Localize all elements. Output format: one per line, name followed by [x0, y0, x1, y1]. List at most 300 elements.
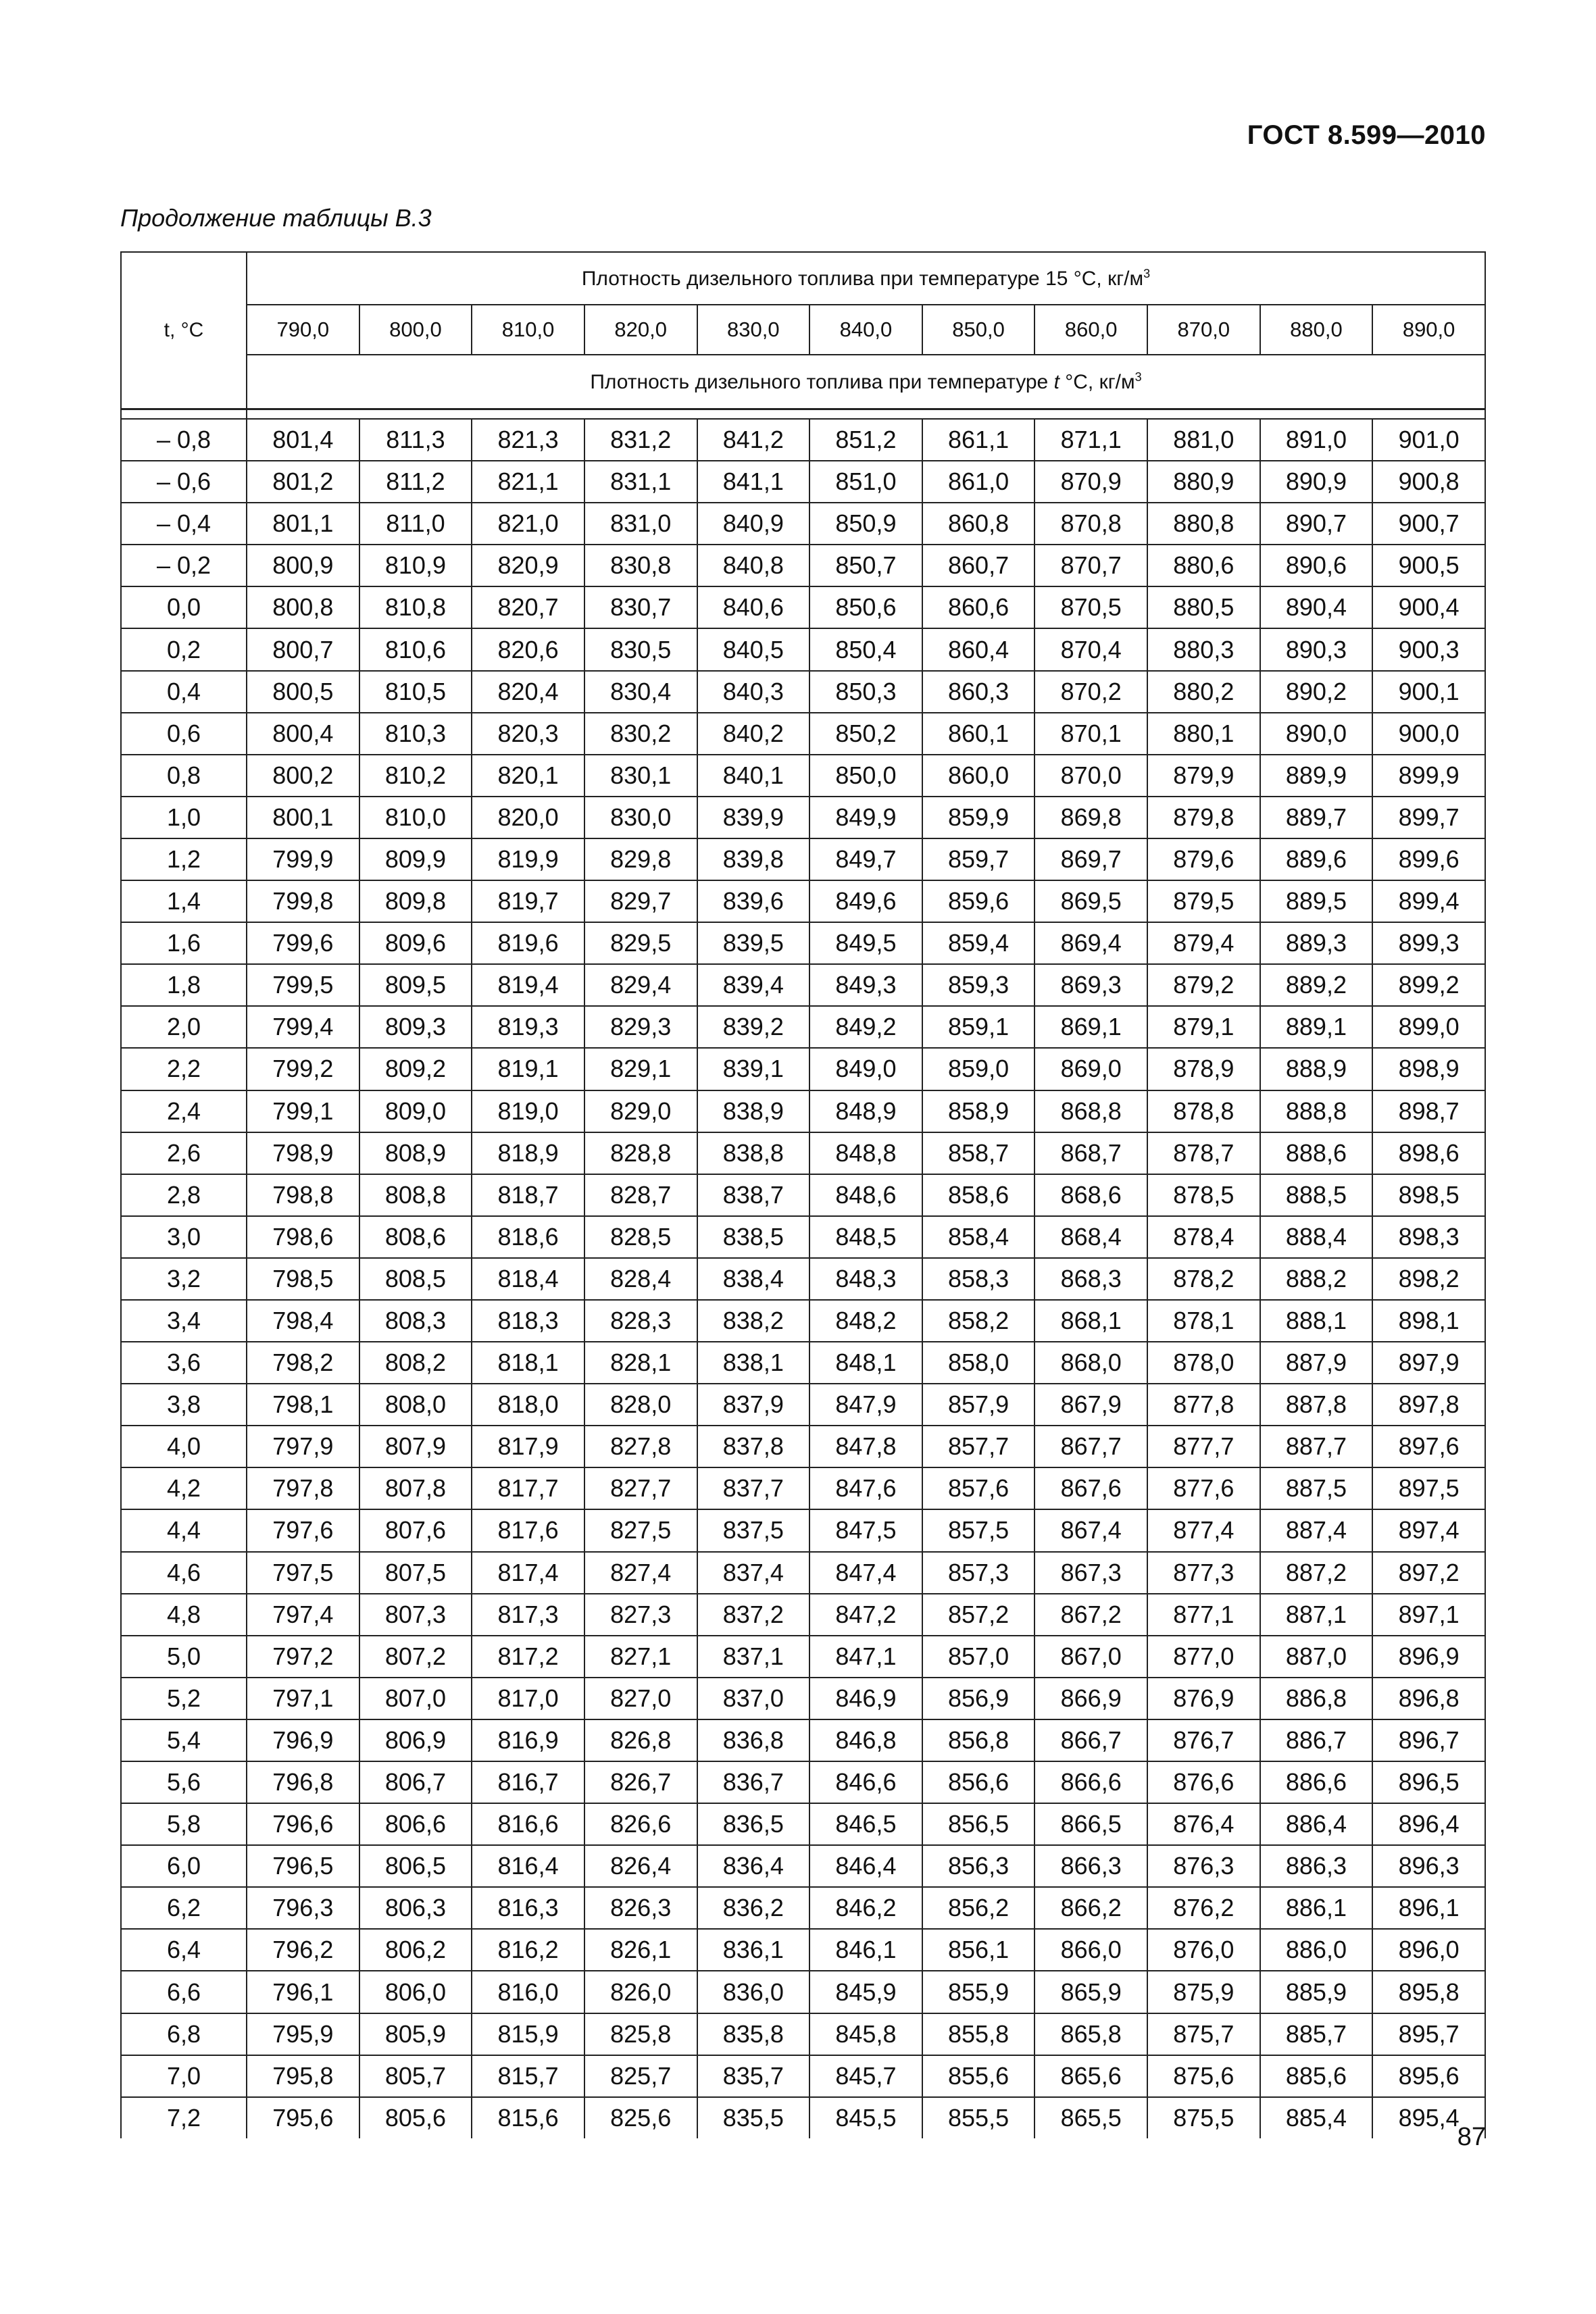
density-cell: 859,3 — [922, 964, 1035, 1006]
density-cell: 826,3 — [584, 1887, 697, 1929]
density-cell: 868,3 — [1034, 1258, 1147, 1300]
corner-label: t, °C — [164, 319, 204, 341]
density-cell: 829,5 — [584, 922, 697, 964]
density-cell: 898,5 — [1372, 1174, 1485, 1216]
density-cell: 877,1 — [1147, 1594, 1260, 1636]
density-cell: 808,8 — [359, 1174, 472, 1216]
density-cell: 836,7 — [697, 1761, 810, 1803]
density-cell: 839,2 — [697, 1006, 810, 1048]
temperature-cell: 0,0 — [121, 586, 247, 628]
density-cell: 849,6 — [809, 880, 922, 922]
density-cell: 866,9 — [1034, 1678, 1147, 1719]
table-row — [121, 1090, 1485, 1132]
density-cell: 858,3 — [922, 1258, 1035, 1300]
density-cell: 878,9 — [1147, 1048, 1260, 1090]
density-cell: 841,2 — [697, 419, 810, 461]
density-cell: 867,4 — [1034, 1509, 1147, 1551]
density-cell: 799,6 — [247, 922, 359, 964]
density-cell: 869,0 — [1034, 1048, 1147, 1090]
density-column-header: 830,0 — [697, 305, 810, 355]
density-cell: 860,8 — [922, 503, 1035, 545]
temperature-cell: 5,0 — [121, 1636, 247, 1678]
density-cell: 879,2 — [1147, 964, 1260, 1006]
density-cell: 897,4 — [1372, 1509, 1485, 1551]
density-cell: 800,4 — [247, 713, 359, 755]
density-cell: 848,8 — [809, 1132, 922, 1174]
table-row — [121, 1300, 1485, 1342]
density-cell: 867,3 — [1034, 1552, 1147, 1594]
density-cell: 805,6 — [359, 2097, 472, 2138]
temperature-cell: 5,8 — [121, 1803, 247, 1845]
table-row — [121, 1929, 1485, 1971]
density-cell: 839,1 — [697, 1048, 810, 1090]
density-cell: 866,5 — [1034, 1803, 1147, 1845]
density-cell: 876,3 — [1147, 1845, 1260, 1887]
density-cell: 829,7 — [584, 880, 697, 922]
density-cell: 799,9 — [247, 838, 359, 880]
density-cell: 840,1 — [697, 755, 810, 797]
density-cell: 810,5 — [359, 671, 472, 713]
density-cell: 860,6 — [922, 586, 1035, 628]
density-cell: 838,5 — [697, 1216, 810, 1258]
density-cell: 887,9 — [1260, 1342, 1373, 1384]
density-cell: 897,6 — [1372, 1426, 1485, 1467]
density-cell: 870,0 — [1034, 755, 1147, 797]
density-cell: 796,2 — [247, 1929, 359, 1971]
table-row — [121, 1048, 1485, 1090]
density-cell: 889,1 — [1260, 1006, 1373, 1048]
density-cell: 855,6 — [922, 2055, 1035, 2097]
density-cell: 797,8 — [247, 1467, 359, 1509]
table-row — [121, 838, 1485, 880]
temperature-cell: – 0,6 — [121, 461, 247, 503]
density-cell: 805,7 — [359, 2055, 472, 2097]
density-cell: 858,0 — [922, 1342, 1035, 1384]
density-cell: 860,1 — [922, 713, 1035, 755]
temperature-cell: 3,0 — [121, 1216, 247, 1258]
density-cell: 796,1 — [247, 1971, 359, 2013]
density-cell: 806,3 — [359, 1887, 472, 1929]
density-cell: 826,4 — [584, 1845, 697, 1887]
density-cell: 857,0 — [922, 1636, 1035, 1678]
density-cell: 896,9 — [1372, 1636, 1485, 1678]
temperature-cell: 2,6 — [121, 1132, 247, 1174]
density-cell: 827,7 — [584, 1467, 697, 1509]
density-cell: 888,9 — [1260, 1048, 1373, 1090]
density-cell: 878,7 — [1147, 1132, 1260, 1174]
density-cell: 847,2 — [809, 1594, 922, 1636]
density-cell: 837,0 — [697, 1678, 810, 1719]
density-cell: 816,7 — [472, 1761, 584, 1803]
table-row — [121, 922, 1485, 964]
density-cell: 805,9 — [359, 2013, 472, 2055]
density-cell: 849,7 — [809, 838, 922, 880]
density-cell: 859,9 — [922, 797, 1035, 838]
temperature-cell: 4,2 — [121, 1467, 247, 1509]
temperature-cell: 4,6 — [121, 1552, 247, 1594]
density-cell: 866,2 — [1034, 1887, 1147, 1929]
density-cell: 837,4 — [697, 1552, 810, 1594]
density-cell: 816,3 — [472, 1887, 584, 1929]
density-cell: 868,4 — [1034, 1216, 1147, 1258]
density-column-header: 790,0 — [247, 305, 359, 355]
temperature-cell: – 0,4 — [121, 503, 247, 545]
temperature-cell: 2,8 — [121, 1174, 247, 1216]
density-cell: 880,2 — [1147, 671, 1260, 713]
density-cell: 881,0 — [1147, 419, 1260, 461]
temperature-cell: 3,2 — [121, 1258, 247, 1300]
density-cell: 889,6 — [1260, 838, 1373, 880]
density-cell: 865,9 — [1034, 1971, 1147, 2013]
density-cell: 887,1 — [1260, 1594, 1373, 1636]
table-row — [121, 1426, 1485, 1467]
density-cell: 850,9 — [809, 503, 922, 545]
density-cell: 888,1 — [1260, 1300, 1373, 1342]
density-cell: 876,2 — [1147, 1887, 1260, 1929]
table-row — [121, 503, 1485, 545]
density-cell: 900,3 — [1372, 628, 1485, 670]
density-cell: 817,2 — [472, 1636, 584, 1678]
density-cell: 796,8 — [247, 1761, 359, 1803]
density-cell: 841,1 — [697, 461, 810, 503]
density-cell: 866,0 — [1034, 1929, 1147, 1971]
density-cell: 887,0 — [1260, 1636, 1373, 1678]
density-cell: 819,4 — [472, 964, 584, 1006]
density-cell: 857,3 — [922, 1552, 1035, 1594]
density-cell: 868,1 — [1034, 1300, 1147, 1342]
density-cell: 897,9 — [1372, 1342, 1485, 1384]
density-cell: 818,4 — [472, 1258, 584, 1300]
temperature-column-header — [121, 252, 247, 409]
density-cell: 799,8 — [247, 880, 359, 922]
density-cell: 886,7 — [1260, 1719, 1373, 1761]
density-cell: 851,2 — [809, 419, 922, 461]
density-cell: 846,6 — [809, 1761, 922, 1803]
density-cell: 837,2 — [697, 1594, 810, 1636]
table-row — [121, 713, 1485, 755]
density-columns-row — [121, 305, 1485, 355]
density-cell: 887,4 — [1260, 1509, 1373, 1551]
density-cell: 870,8 — [1034, 503, 1147, 545]
density-cell: 821,0 — [472, 503, 584, 545]
density-cell: 888,8 — [1260, 1090, 1373, 1132]
density-cell: 845,8 — [809, 2013, 922, 2055]
table-row — [121, 2097, 1485, 2138]
density-cell: 879,9 — [1147, 755, 1260, 797]
density-cell: 836,5 — [697, 1803, 810, 1845]
density-cell: 797,5 — [247, 1552, 359, 1594]
density-cell: 880,6 — [1147, 545, 1260, 586]
density-cell: 827,3 — [584, 1594, 697, 1636]
density-cell: 885,6 — [1260, 2055, 1373, 2097]
density-cell: 847,1 — [809, 1636, 922, 1678]
density-cell: 811,0 — [359, 503, 472, 545]
density-cell: 849,2 — [809, 1006, 922, 1048]
density-cell: 829,4 — [584, 964, 697, 1006]
density-cell: 808,2 — [359, 1342, 472, 1384]
table-row — [121, 1803, 1485, 1845]
density-cell: 800,1 — [247, 797, 359, 838]
density-cell: 837,9 — [697, 1384, 810, 1426]
density-cell: 837,5 — [697, 1509, 810, 1551]
density-cell: 810,3 — [359, 713, 472, 755]
density-cell: 870,4 — [1034, 628, 1147, 670]
density-cell: 858,2 — [922, 1300, 1035, 1342]
density-cell: 890,4 — [1260, 586, 1373, 628]
density-cell: 888,5 — [1260, 1174, 1373, 1216]
density-cell: 798,1 — [247, 1384, 359, 1426]
density-cell: 806,0 — [359, 1971, 472, 2013]
density-cell: 888,6 — [1260, 1132, 1373, 1174]
density-cell: 821,3 — [472, 419, 584, 461]
density-cell: 819,9 — [472, 838, 584, 880]
density-cell: 801,4 — [247, 419, 359, 461]
density-cell: 835,8 — [697, 2013, 810, 2055]
density-cell: 850,3 — [809, 671, 922, 713]
density-cell: 856,3 — [922, 1845, 1035, 1887]
density-cell: 900,8 — [1372, 461, 1485, 503]
density-cell: 831,1 — [584, 461, 697, 503]
table-caption: Продолжение таблицы В.3 — [120, 204, 432, 232]
density-cell: 869,8 — [1034, 797, 1147, 838]
table-row — [121, 2013, 1485, 2055]
density-cell: 809,2 — [359, 1048, 472, 1090]
density-cell: 819,6 — [472, 922, 584, 964]
density-table-body — [121, 419, 1485, 2138]
density-cell: 868,7 — [1034, 1132, 1147, 1174]
density-cell: 846,5 — [809, 1803, 922, 1845]
density-cell: 896,3 — [1372, 1845, 1485, 1887]
table-row — [121, 545, 1485, 586]
density-cell: 856,1 — [922, 1929, 1035, 1971]
density-cell: 848,5 — [809, 1216, 922, 1258]
density-cell: 809,8 — [359, 880, 472, 922]
density-cell: 859,0 — [922, 1048, 1035, 1090]
density-cell: 817,6 — [472, 1509, 584, 1551]
density-cell: 877,0 — [1147, 1636, 1260, 1678]
density-cell: 831,2 — [584, 419, 697, 461]
density-cell: 861,1 — [922, 419, 1035, 461]
density-cell: 886,0 — [1260, 1929, 1373, 1971]
density-cell: 876,6 — [1147, 1761, 1260, 1803]
density-column-header: 810,0 — [472, 305, 584, 355]
density-cell: 829,8 — [584, 838, 697, 880]
density-cell: 851,0 — [809, 461, 922, 503]
density-cell: 828,4 — [584, 1258, 697, 1300]
density-cell: 879,1 — [1147, 1006, 1260, 1048]
density-cell: 858,7 — [922, 1132, 1035, 1174]
density-cell: 825,6 — [584, 2097, 697, 2138]
density-cell: 877,3 — [1147, 1552, 1260, 1594]
density-cell: 830,5 — [584, 628, 697, 670]
density-column-header: 820,0 — [584, 305, 697, 355]
density-cell: 869,1 — [1034, 1006, 1147, 1048]
density-cell: 830,1 — [584, 755, 697, 797]
density-cell: 889,9 — [1260, 755, 1373, 797]
density-cell: 898,6 — [1372, 1132, 1485, 1174]
density-cell: 869,4 — [1034, 922, 1147, 964]
density-cell: 870,9 — [1034, 461, 1147, 503]
density-cell: 850,4 — [809, 628, 922, 670]
density-cell: 887,8 — [1260, 1384, 1373, 1426]
table-row — [121, 1845, 1485, 1887]
table-row — [121, 755, 1485, 797]
density-cell: 837,7 — [697, 1467, 810, 1509]
density-cell: 859,1 — [922, 1006, 1035, 1048]
density-cell: 826,7 — [584, 1761, 697, 1803]
density-cell: 806,2 — [359, 1929, 472, 1971]
density-cell: 829,1 — [584, 1048, 697, 1090]
temperature-cell: 2,2 — [121, 1048, 247, 1090]
density-cell: 857,2 — [922, 1594, 1035, 1636]
density-cell: 856,5 — [922, 1803, 1035, 1845]
density-cell: 830,0 — [584, 797, 697, 838]
density-cell: 800,5 — [247, 671, 359, 713]
density-cell: 798,2 — [247, 1342, 359, 1384]
density-cell: 876,9 — [1147, 1678, 1260, 1719]
density-cell: 898,2 — [1372, 1258, 1485, 1300]
density-cell: 839,5 — [697, 922, 810, 964]
temperature-cell: 4,8 — [121, 1594, 247, 1636]
table-row — [121, 461, 1485, 503]
density-cell: 798,8 — [247, 1174, 359, 1216]
density-cell: 826,0 — [584, 1971, 697, 2013]
density-cell: 807,9 — [359, 1426, 472, 1467]
density-cell: 815,9 — [472, 2013, 584, 2055]
temperature-cell: 3,8 — [121, 1384, 247, 1426]
density-cell: 845,9 — [809, 1971, 922, 2013]
density-cell: 856,9 — [922, 1678, 1035, 1719]
density-cell: 817,3 — [472, 1594, 584, 1636]
density-cell: 807,3 — [359, 1594, 472, 1636]
density-cell: 878,5 — [1147, 1174, 1260, 1216]
density-cell: 820,0 — [472, 797, 584, 838]
density-cell: 817,7 — [472, 1467, 584, 1509]
density-cell: 818,9 — [472, 1132, 584, 1174]
density-cell: 838,4 — [697, 1258, 810, 1300]
temperature-cell: 6,2 — [121, 1887, 247, 1929]
density-cell: 896,7 — [1372, 1719, 1485, 1761]
density-cell: 868,8 — [1034, 1090, 1147, 1132]
actual-density-header-unit: °С, кг/м — [1059, 370, 1135, 393]
density-cell: 828,0 — [584, 1384, 697, 1426]
density-column-header: 800,0 — [359, 305, 472, 355]
temperature-cell: 0,6 — [121, 713, 247, 755]
density-cell: 848,6 — [809, 1174, 922, 1216]
density-cell: 809,0 — [359, 1090, 472, 1132]
density-cell: 846,8 — [809, 1719, 922, 1761]
density-cell: 818,0 — [472, 1384, 584, 1426]
density-cell: 850,2 — [809, 713, 922, 755]
density-cell: 840,8 — [697, 545, 810, 586]
density-column-header: 890,0 — [1372, 305, 1485, 355]
table-row — [121, 1006, 1485, 1048]
density-cell: 819,1 — [472, 1048, 584, 1090]
density-cell: 819,3 — [472, 1006, 584, 1048]
density-cell: 797,2 — [247, 1636, 359, 1678]
density-cell: 895,6 — [1372, 2055, 1485, 2097]
density-cell: 838,8 — [697, 1132, 810, 1174]
actual-density-header-text: Плотность дизельного топлива при температуре — [590, 370, 1054, 393]
density-cell: 810,6 — [359, 628, 472, 670]
reference-density-header-text: Плотность дизельного топлива при температуре 15 °С, кг/м — [581, 267, 1144, 290]
temperature-cell: 0,4 — [121, 671, 247, 713]
table-row — [121, 1761, 1485, 1803]
table-row — [121, 1467, 1485, 1509]
density-cell: 835,7 — [697, 2055, 810, 2097]
density-column-header: 850,0 — [922, 305, 1035, 355]
density-cell: 889,2 — [1260, 964, 1373, 1006]
density-cell: 806,9 — [359, 1719, 472, 1761]
density-cell: 795,6 — [247, 2097, 359, 2138]
density-cell: 795,9 — [247, 2013, 359, 2055]
density-cell: 901,0 — [1372, 419, 1485, 461]
density-cell: 891,0 — [1260, 419, 1373, 461]
density-cell: 836,8 — [697, 1719, 810, 1761]
temperature-cell: 6,8 — [121, 2013, 247, 2055]
density-cell: 896,1 — [1372, 1887, 1485, 1929]
density-cell: 899,0 — [1372, 1006, 1485, 1048]
density-cell: 827,8 — [584, 1426, 697, 1467]
density-cell: 826,8 — [584, 1719, 697, 1761]
density-cell: 800,7 — [247, 628, 359, 670]
density-cell: 877,7 — [1147, 1426, 1260, 1467]
density-cell: 898,9 — [1372, 1048, 1485, 1090]
density-cell: 886,6 — [1260, 1761, 1373, 1803]
density-cell: 886,4 — [1260, 1803, 1373, 1845]
density-cell: 880,9 — [1147, 461, 1260, 503]
density-column-header: 840,0 — [809, 305, 922, 355]
density-cell: 827,1 — [584, 1636, 697, 1678]
density-cell: 840,9 — [697, 503, 810, 545]
temperature-cell: 7,0 — [121, 2055, 247, 2097]
density-cell: 827,5 — [584, 1509, 697, 1551]
density-cell: 849,5 — [809, 922, 922, 964]
density-cell: 889,3 — [1260, 922, 1373, 964]
density-cell: 839,4 — [697, 964, 810, 1006]
density-cell: 870,7 — [1034, 545, 1147, 586]
temperature-cell: 3,4 — [121, 1300, 247, 1342]
density-cell: 801,1 — [247, 503, 359, 545]
density-cell: 869,3 — [1034, 964, 1147, 1006]
density-cell: 815,6 — [472, 2097, 584, 2138]
density-cell: 896,8 — [1372, 1678, 1485, 1719]
temperature-cell: 3,6 — [121, 1342, 247, 1384]
density-cell: 816,4 — [472, 1845, 584, 1887]
density-cell: 838,2 — [697, 1300, 810, 1342]
density-cell: 886,3 — [1260, 1845, 1373, 1887]
density-cell: 878,4 — [1147, 1216, 1260, 1258]
density-cell: 800,2 — [247, 755, 359, 797]
density-cell: 797,1 — [247, 1678, 359, 1719]
density-cell: 867,9 — [1034, 1384, 1147, 1426]
density-cell: 816,6 — [472, 1803, 584, 1845]
density-cell: 837,1 — [697, 1636, 810, 1678]
table-row — [121, 1509, 1485, 1551]
density-cell: 860,4 — [922, 628, 1035, 670]
density-cell: 850,0 — [809, 755, 922, 797]
temperature-cell: 1,4 — [121, 880, 247, 922]
density-cell: 869,7 — [1034, 838, 1147, 880]
density-cell: 818,7 — [472, 1174, 584, 1216]
density-cell: 831,0 — [584, 503, 697, 545]
density-cell: 880,8 — [1147, 503, 1260, 545]
table-row — [121, 2055, 1485, 2097]
density-cell: 860,7 — [922, 545, 1035, 586]
temperature-cell: 6,6 — [121, 1971, 247, 2013]
density-cell: 865,6 — [1034, 2055, 1147, 2097]
density-cell: 847,6 — [809, 1467, 922, 1509]
